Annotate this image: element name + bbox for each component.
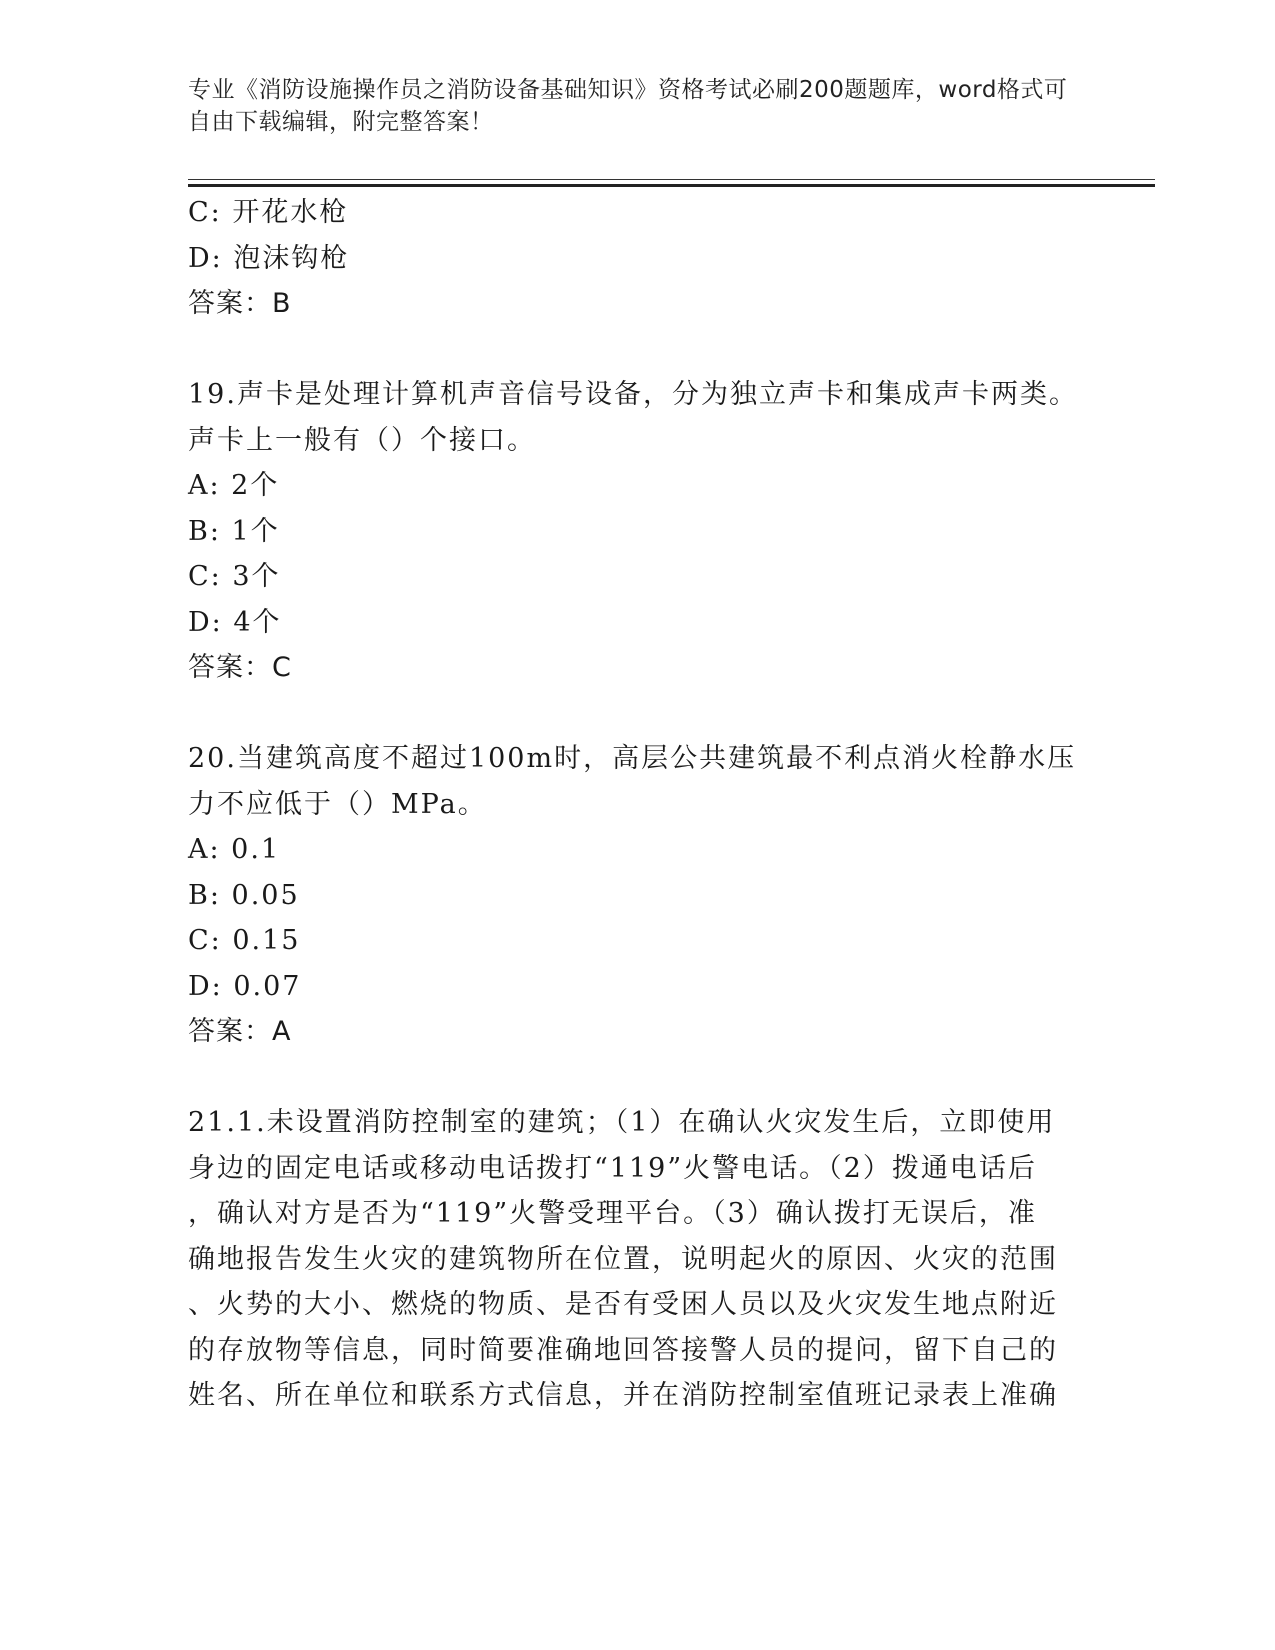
- option-c: C: 开花水枪: [188, 197, 349, 228]
- option-d: D: 0.07: [188, 970, 302, 1002]
- question-21-line: 确地报告发生火灾的建筑物所在位置，说明起火的原因、火灾的范围: [188, 1243, 1058, 1275]
- spacer: [188, 327, 1068, 373]
- option-d: D: 4个: [188, 606, 282, 638]
- question-21-line: 的存放物等信息，同时简要准确地回答接警人员的提问，留下自己的: [188, 1334, 1058, 1366]
- answer-line: 答案：B: [188, 288, 292, 319]
- answer-line: 答案：C: [188, 652, 292, 683]
- question-19-stem-cont: 声卡上一般有（）个接口。: [188, 424, 536, 456]
- question-21-line: 21.1.未设置消防控制室的建筑；（1）在确认火灾发生后，立即使用: [188, 1107, 1056, 1138]
- question-21-line: ，确认对方是否为“119”火警受理平台。（3）确认拨打无误后，准: [188, 1198, 1037, 1229]
- page-header: 专业《消防设施操作员之消防设备基础知识》资格考试必刷200题题库，word格式可自由下载编辑，附完整答案！: [188, 77, 1068, 135]
- answer-line: 答案：A: [188, 1016, 292, 1047]
- question-21-line: 、火势的大小、燃烧的物质、是否有受困人员以及火灾发生地点附近: [188, 1289, 1058, 1320]
- spacer: [188, 1055, 1068, 1101]
- question-19-stem: 19.声卡是处理计算机声音信号设备，分为独立声卡和集成声卡两类。: [188, 379, 1078, 410]
- question-20-stem: 20.当建筑高度不超过100m时，高层公共建筑最不利点消火栓静水压: [188, 743, 1077, 774]
- option-b: B: 1个: [188, 515, 280, 547]
- option-b: B: 0.05: [188, 879, 300, 911]
- question-21-line: 姓名、所在单位和联系方式信息，并在消防控制室值班记录表上准确: [188, 1380, 1058, 1411]
- option-c: C: 3个: [188, 561, 281, 592]
- header-divider-thin: [188, 179, 1155, 180]
- spacer: [188, 691, 1068, 737]
- question-content: [188, 190, 1078, 1419]
- option-a: A: 2个: [188, 470, 280, 501]
- question-21-line: 身边的固定电话或移动电话拨打“119”火警电话。（2）拨通电话后: [188, 1152, 1037, 1184]
- option-c: C: 0.15: [188, 925, 301, 956]
- option-a: A: 0.1: [188, 834, 281, 865]
- header-divider-thick: [188, 184, 1155, 187]
- question-20-stem-cont: 力不应低于（）MPa。: [188, 788, 487, 820]
- option-d: D: 泡沫钩枪: [188, 242, 350, 274]
